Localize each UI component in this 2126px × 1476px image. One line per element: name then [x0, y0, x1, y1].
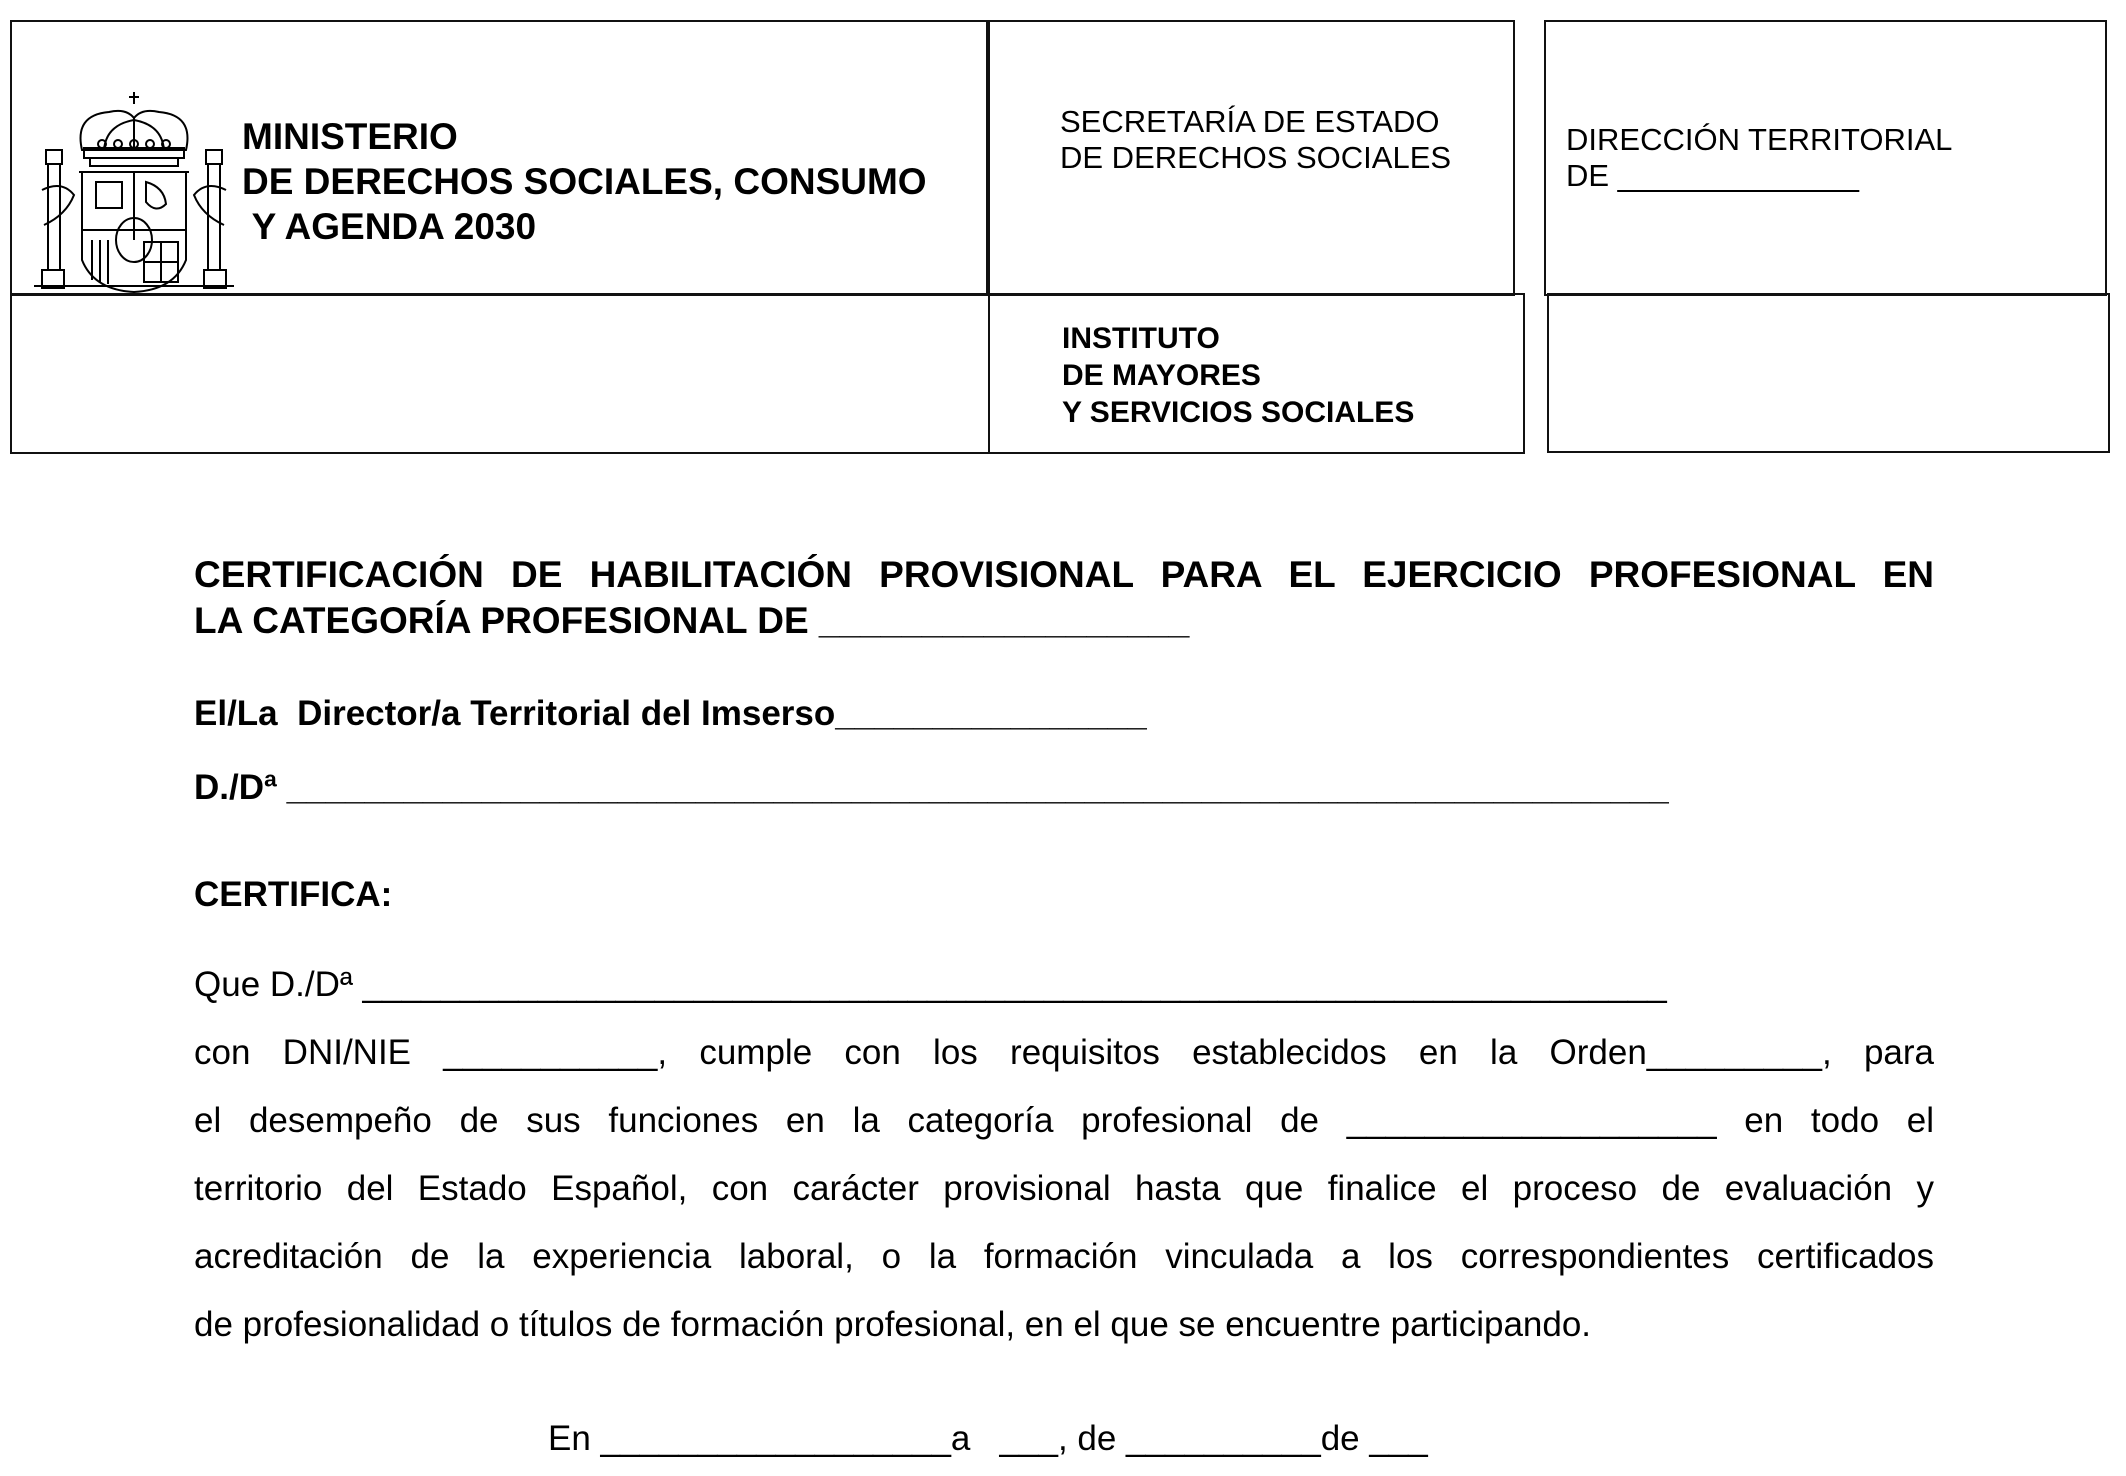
spain-coat-of-arms-icon: [34, 90, 234, 296]
body-line-5: acreditación de la experiencia laboral, o la formación vinculada a los correspondientes certificados: [194, 1237, 1934, 1276]
direccion-line-1: DIRECCIÓN TERRITORIAL: [1566, 122, 1953, 157]
body-line-3[interactable]: el desempeño de sus funciones en la categoría profesional de ___________________ en todo el: [194, 1101, 1934, 1140]
certifica-heading: CERTIFICA:: [194, 875, 393, 914]
secretaria-name: [1060, 104, 1451, 176]
secretaria-line-1: SECRETARÍA DE ESTADO: [1060, 104, 1440, 139]
date-place-line[interactable]: En __________________a ___, de __________de ___: [548, 1419, 1428, 1458]
direccion-territorial: [1566, 122, 1952, 194]
ministry-line-1: MINISTERIO: [242, 116, 458, 157]
body-line-4: territorio del Estado Español, con carácter provisional hasta que finalice el proceso de evaluación y: [194, 1169, 1934, 1208]
header-cell-empty-left: [10, 293, 990, 454]
ministry-name: [242, 114, 927, 249]
ministry-line-2: DE DERECHOS SOCIALES, CONSUMO: [242, 161, 927, 202]
body-line-2[interactable]: con DNI/NIE ___________, cumple con los requisitos establecidos en la Orden_________, para: [194, 1033, 1934, 1072]
director-name-label: D./Dª _______________________________________________________________________: [194, 768, 1669, 807]
title-line-1: CERTIFICACIÓN DE HABILITACIÓN PROVISIONAL PARA EL EJERCICIO PROFESIONAL EN: [194, 554, 1934, 595]
director-name-field[interactable]: [194, 766, 1669, 810]
direccion-line-2: DE ______________: [1566, 158, 1860, 193]
instituto-line-1: INSTITUTO: [1062, 322, 1220, 355]
header-cell-empty-right: [1547, 293, 2110, 453]
secretaria-line-2: DE DERECHOS SOCIALES: [1060, 140, 1452, 175]
director-label: El/La Director/a Territorial del Imserso________________: [194, 694, 1147, 733]
title-line-2: LA CATEGORÍA PROFESIONAL DE __________________: [194, 600, 1190, 641]
body-line-1[interactable]: Que D./Dª ___________________________________________________________________: [194, 965, 1667, 1004]
instituto-line-3: Y SERVICIOS SOCIALES: [1062, 396, 1415, 429]
instituto-line-2: DE MAYORES: [1062, 359, 1261, 392]
certification-body: [194, 951, 1934, 1359]
body-line-6: de profesionalidad o títulos de formación profesional, en el que se encuentre participando.: [194, 1305, 1592, 1344]
director-field[interactable]: [194, 692, 1147, 736]
document-title: [194, 552, 1934, 644]
ministry-line-3: Y AGENDA 2030: [242, 206, 537, 247]
instituto-name: [1062, 320, 1414, 431]
